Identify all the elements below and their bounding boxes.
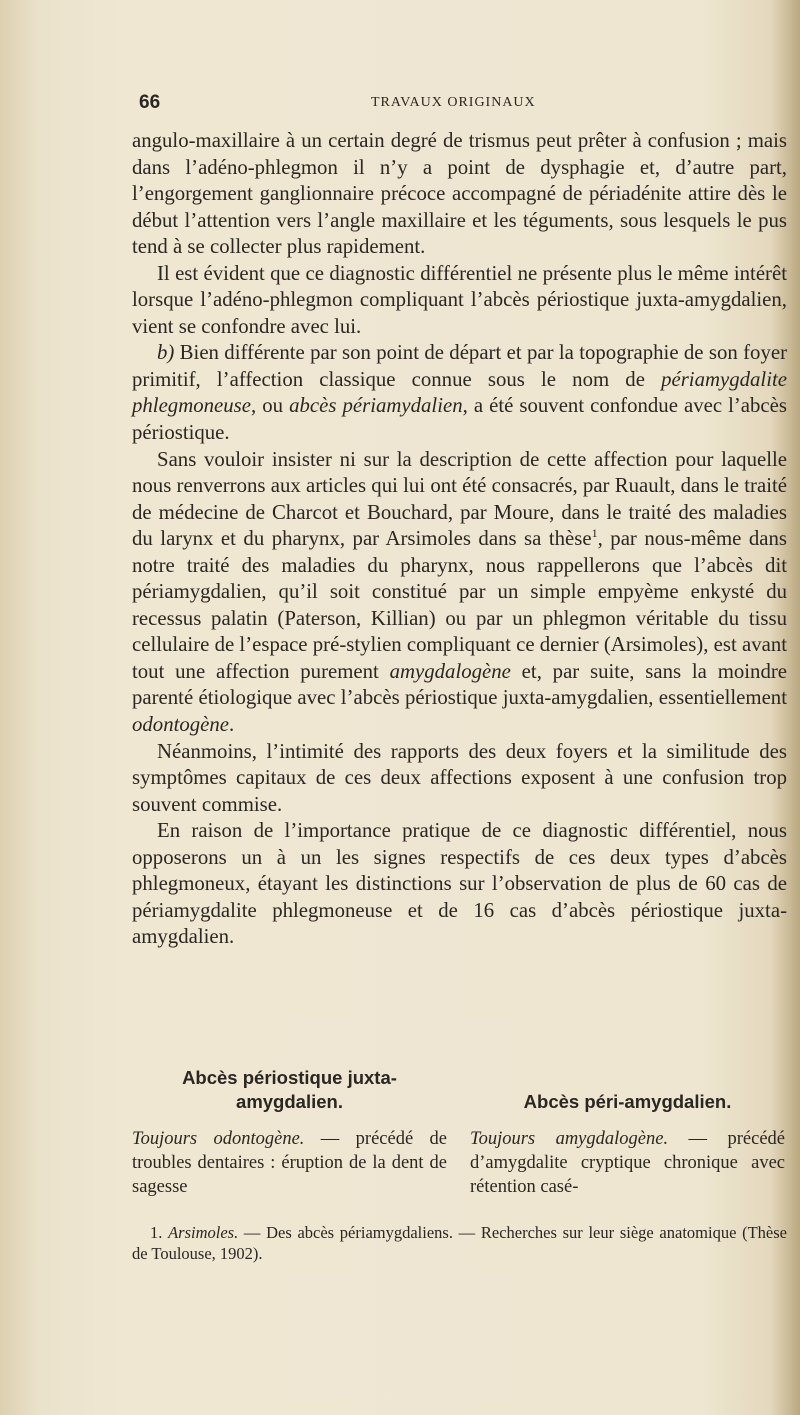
right-column-heading: Abcès péri-amygdalien.: [523, 1091, 732, 1112]
footnote-text: — Des abcès périamygdaliens. — Recherches sur leur siège anatomique (Thèse de Toulouse, 1902).: [132, 1223, 787, 1263]
comparison-right-column: [470, 1066, 785, 1199]
paragraph-4-text-b: , par nous-même dans notre traité des maladies du pharynx, nous rappellerons que l’abcès dit périamygdalien, qu’il soit constitué par un simple empyème enkysté du recessus palatin (Paterson, Killian) ou par un phlegmon véritable du tissu cellulaire de l’espace pré-stylien compliquant ce dernier (Arsimoles), est avant tout une affection purement: [132, 527, 787, 683]
footnote-reference: 1: [591, 526, 598, 541]
right-column-italic: Toujours amygdalogène.: [470, 1129, 669, 1149]
left-column-heading: Abcès périostique juxta-amygdalien.: [182, 1067, 397, 1112]
paragraph-3: [132, 340, 787, 446]
paragraph-4: [132, 447, 787, 739]
comparison-left-column: [132, 1066, 447, 1199]
paragraph-4-text-d: .: [229, 713, 235, 737]
comparison-columns: [132, 1066, 787, 1196]
running-head: TRAVAUX ORIGINAUX: [371, 95, 536, 110]
paragraph-6: En raison de l’importance pratique de ce diagnostic différentiel, nous opposerons un à un les signes respectifs de ces deux types d’abcès phlegmoneux, étayant les distinctions sur l’observation de plus de 60 cas de périamygdalite phlegmoneuse et de 16 cas d’abcès périostique juxta-amygdalien.: [132, 819, 787, 949]
paragraph-4-text-c: et, par suite, sans la moindre parenté étiologique avec l’abcès périostique juxta-amygdalien, essentiellement: [132, 659, 788, 710]
main-text: [132, 128, 787, 951]
term-odontogene: odontogène: [132, 713, 230, 737]
paragraph-1: angulo-maxillaire à un certain degré de trismus peut prêter à confusion ; mais dans l’adéno-phlegmon il n’y a point de dysphagie et, d’autre part, l’engorgement ganglionnaire précoce accompagné de périadénite attire dès le début l’attention vers l’angle maxillaire et les téguments, sous lesquels le pus tend à se collecter plus rapidement.: [132, 129, 787, 259]
paragraph-4-text-a: Sans vouloir insister ni sur la description de cette affection pour laquelle nous renverrons aux articles qui lui ont été consacrés, par Ruault, dans le traité de médecine de Charcot et Bouchard, par Moure, dans le traité des maladies du larynx et du pharynx, par Arsimoles dans sa thèse: [132, 447, 787, 551]
paragraph-3-text-c: , a été souvent confondue avec l’abcès périostique.: [132, 394, 787, 445]
footnote-number: 1.: [150, 1223, 163, 1242]
footnote: [132, 1222, 787, 1264]
page-header: [139, 92, 784, 114]
left-column-italic: Toujours odontogène.: [132, 1129, 305, 1149]
paragraph-5: Néanmoins, l’intimité des rapports des deux foyers et la similitude des symptômes capitaux de ces deux affections exposent à une confusion trop souvent commise.: [132, 739, 787, 816]
paragraph-3-text-b: , ou: [250, 394, 290, 418]
page-number: 66: [139, 92, 161, 113]
right-column-text: [470, 1127, 785, 1199]
list-label: b): [157, 341, 175, 365]
paragraph-2: Il est évident que ce diagnostic différentiel ne présente plus le même intérêt lorsque l’adéno-phlegmon compliquant l’abcès périostique juxta-amygdalien, vient se confondre avec lui.: [132, 261, 787, 338]
paragraph-3-text-a: Bien différente par son point de départ et par la topographie de son foyer primitif, l’affection classique connue sous le nom de: [132, 341, 787, 391]
footnote-author: Arsimoles.: [168, 1223, 239, 1242]
left-column-text: [132, 1127, 447, 1199]
right-column-body: — précédé d’amygdalite cryptique chronique avec rétention casé-: [470, 1129, 785, 1197]
term-abces-periamydalien: abcès périamydalien: [289, 394, 463, 418]
left-column-body: — précédé de troubles dentaires : éruption de la dent de sagesse: [132, 1129, 447, 1197]
term-amygdalogene: amygdalogène: [389, 659, 511, 683]
term-periamygdalite: périamygdalite phlegmoneuse: [132, 367, 787, 418]
